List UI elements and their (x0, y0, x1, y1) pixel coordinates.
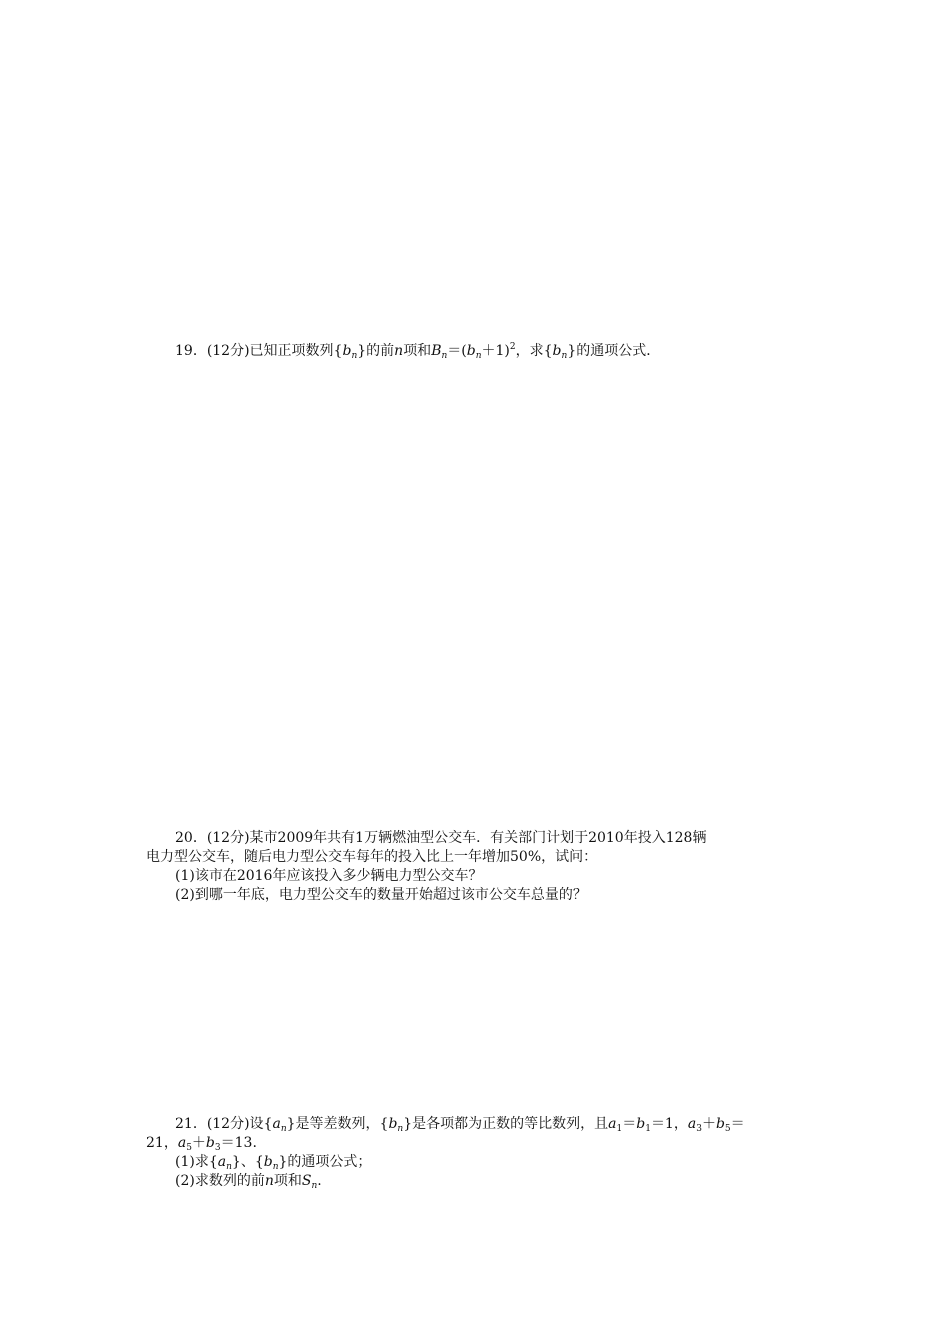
problem-21-part-1: (1)求$\{a_n\}$、$\{b_n\}$的通项公式； (175, 1154, 372, 1172)
problem-20-part-2: (2)到哪一年底，电力型公交车的数量开始超过该市公交车总量的？ (175, 887, 587, 903)
problem-20-line-1: 20．(12分)某市2009年共有1万辆燃油型公交车．有关部门计划于2010年投入128辆 (175, 830, 707, 846)
problem-19-line-1: 19．(12分)已知正项数列$\{b_n\}$的前n项和$B_n=(b_n+1)^2$，求$\{b_n\}$的通项公式． (175, 342, 661, 361)
problem-20 (146, 829, 810, 905)
problem-21-line-1: 21．(12分)设$\{a_n\}$是等差数列，$\{b_n\}$是各项都为正数的等比数列，且$a_1=b_1=1$，$a_3+b_5=$ (175, 1116, 745, 1134)
problem-21-part-2: (2)求数列的前n项和$S_n$. (175, 1173, 322, 1191)
problem-21-line-2: 21，$a_5+b_3=13$. (146, 1135, 257, 1153)
problem-20-line-2: 电力型公交车，随后电力型公交车每年的投入比上一年增加50%，试问： (146, 849, 598, 865)
problem-20-part-1: (1)该市在2016年应该投入多少辆电力型公交车？ (175, 868, 483, 884)
problem-21 (146, 1115, 810, 1191)
problem-19 (146, 342, 810, 361)
